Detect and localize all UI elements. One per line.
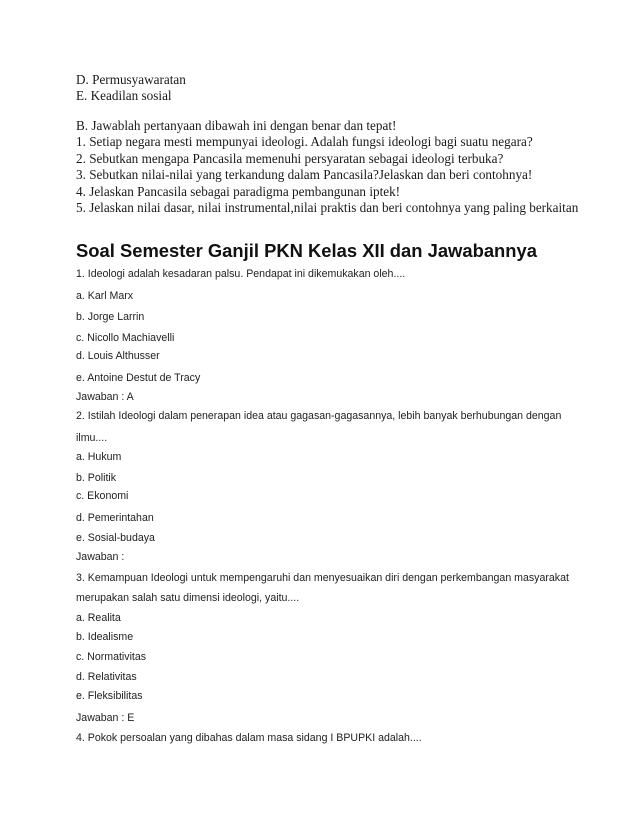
answer-option: a. Karl Marx (76, 290, 134, 302)
answer-option: b. Idealisme (76, 631, 134, 643)
question-line: ilmu.... (76, 432, 108, 444)
page-title: Soal Semester Ganjil PKN Kelas XII dan Jawabannya (76, 240, 537, 261)
answer-key: Jawaban : E (76, 712, 135, 724)
answer-option: b. Politik (76, 472, 117, 484)
option-line: E. Keadilan sosial (76, 88, 172, 104)
essay-question: 1. Setiap negara mesti mempunyai ideologi. Adalah fungsi ideologi bagi suatu negara? (76, 134, 533, 150)
answer-option: a. Realita (76, 612, 121, 624)
question-line: 3. Kemampuan Ideologi untuk mempengaruhi dan menyesuaikan diri dengan perkembangan masyarakat (76, 572, 569, 584)
answer-option: c. Ekonomi (76, 490, 129, 502)
essay-question: 2. Sebutkan mengapa Pancasila memenuhi persyaratan sebagai ideologi terbuka? (76, 150, 504, 166)
answer-option: c. Nicollo Machiavelli (76, 332, 175, 344)
question-line: 1. Ideologi adalah kesadaran palsu. Pendapat ini dikemukakan oleh.... (76, 268, 406, 280)
question-line: 4. Pokok persoalan yang dibahas dalam masa sidang I BPUPKI adalah.... (76, 732, 422, 744)
answer-option: d. Pemerintahan (76, 512, 154, 524)
answer-key: Jawaban : A (76, 391, 134, 403)
answer-option: e. Antoine Destut de Tracy (76, 372, 201, 384)
question-line: 2. Istilah Ideologi dalam penerapan idea atau gagasan-gagasannya, lebih banyak berhubungan dengan (76, 410, 562, 422)
essay-question: 5. Jelaskan nilai dasar, nilai instrumental,nilai praktis dan beri contohnya yang paling berkaitan (76, 200, 579, 216)
answer-option: d. Louis Althusser (76, 350, 160, 362)
essay-section (76, 118, 578, 216)
answer-option: d. Relativitas (76, 671, 137, 683)
essay-question: 4. Jelaskan Pancasila sebagai paradigma pembangunan iptek! (76, 183, 401, 199)
answer-key: Jawaban : (76, 551, 125, 563)
answer-option: a. Hukum (76, 451, 122, 463)
answer-option: c. Normativitas (76, 651, 147, 663)
top-options (76, 72, 186, 105)
answer-option: e. Fleksibilitas (76, 690, 143, 702)
question-line: merupakan salah satu dimensi ideologi, yaitu.... (76, 592, 300, 604)
option-line: D. Permusyawaratan (76, 72, 186, 87)
essay-title: B. Jawablah pertanyaan dibawah ini dengan benar dan tepat! (76, 118, 397, 133)
essay-question: 3. Sebutkan nilai-nilai yang terkandung dalam Pancasila?Jelaskan dan beri contohnya! (76, 167, 533, 183)
answer-option: e. Sosial-budaya (76, 532, 155, 544)
answer-option: b. Jorge Larrin (76, 311, 145, 323)
